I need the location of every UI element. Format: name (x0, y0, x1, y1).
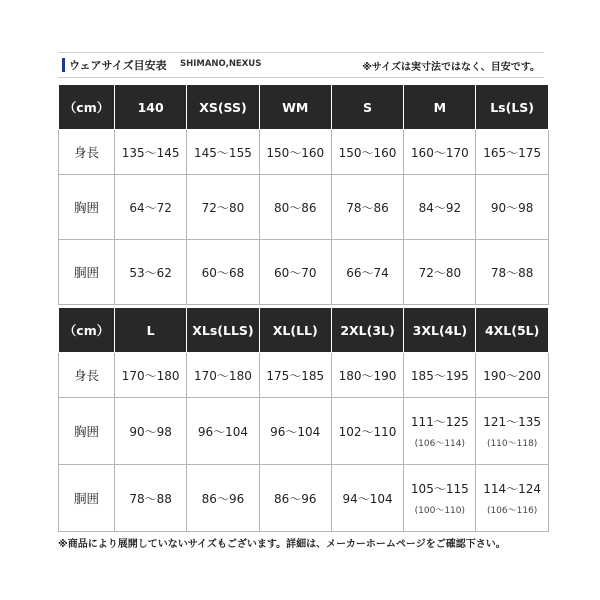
unit-header: （cm） (59, 85, 115, 130)
measure-cell (404, 398, 476, 465)
chart-title: ウェアサイズ目安表 (69, 59, 167, 72)
height-row (59, 130, 549, 175)
measure-value: 96～104 (197, 424, 249, 439)
chest-row (59, 175, 549, 240)
waist-row (59, 240, 549, 305)
size-header: XS(SS) (187, 85, 259, 130)
row-label: 身長 (59, 353, 115, 398)
measure-cell (187, 465, 259, 532)
measure-cell: 64～72 (115, 175, 187, 240)
measure-cell: 80～86 (259, 175, 331, 240)
measure-cell (115, 398, 187, 465)
measure-cell: 135～145 (115, 130, 187, 175)
measure-cell: 145～155 (187, 130, 259, 175)
size-header: M (404, 85, 476, 130)
measure-value: 86～96 (201, 491, 245, 506)
measure-cell (331, 465, 403, 532)
row-label: 胴囲 (59, 465, 115, 532)
unit-header: （cm） (59, 308, 115, 353)
brand-label: SHIMANO,NEXUS (180, 59, 262, 69)
size-header: Ls(LS) (476, 85, 548, 130)
measure-value: 114～124 (483, 482, 542, 496)
row-label: 身長 (59, 130, 115, 175)
size-chart-header (58, 52, 544, 78)
measure-cell (331, 398, 403, 465)
row-label: 胸囲 (59, 398, 115, 465)
measure-cell: 66～74 (331, 240, 403, 305)
measure-value: 90～98 (129, 424, 172, 439)
measure-cell: 160～170 (404, 130, 476, 175)
availability-footnote: ※商品により展開していないサイズもございます。詳細は、メーカーホームページをご確認下さい。 (58, 539, 506, 550)
measure-cell: 84～92 (404, 175, 476, 240)
size-header: 3XL(4L) (404, 308, 476, 353)
measure-cell: 60～70 (259, 240, 331, 305)
size-disclaimer: ※サイズは実寸法ではなく、目安です。 (362, 62, 540, 73)
size-table-1 (58, 84, 549, 305)
row-label: 胸囲 (59, 175, 115, 240)
size-header: XL(LL) (259, 308, 331, 353)
measure-cell: 180～190 (331, 353, 403, 398)
size-header: 2XL(3L) (331, 308, 403, 353)
measure-value: 111～125 (410, 415, 469, 429)
measure-subrange: (106～114) (414, 439, 466, 449)
measure-subrange: (106～116) (486, 506, 538, 516)
size-header-row (59, 308, 549, 353)
size-header: 4XL(5L) (476, 308, 548, 353)
height-row (59, 353, 549, 398)
size-header: S (331, 85, 403, 130)
waist-row (59, 465, 549, 532)
measure-value: 105～115 (410, 482, 469, 496)
size-header-row (59, 85, 549, 130)
measure-cell: 90～98 (476, 175, 548, 240)
measure-value: 102～110 (338, 424, 397, 439)
measure-cell: 150～160 (331, 130, 403, 175)
measure-value: 96～104 (270, 424, 321, 439)
size-header: 140 (115, 85, 187, 130)
measure-value: 121～135 (483, 415, 542, 429)
measure-cell: 78～88 (476, 240, 548, 305)
measure-cell: 78～86 (331, 175, 403, 240)
measure-subrange: (100～110) (414, 506, 466, 516)
measure-cell: 170～180 (187, 353, 259, 398)
measure-cell (259, 398, 331, 465)
measure-value: 86～96 (273, 491, 317, 506)
measure-cell: 190～200 (476, 353, 548, 398)
measure-cell (115, 465, 187, 532)
row-label: 胴囲 (59, 240, 115, 305)
measure-cell: 72～80 (187, 175, 259, 240)
measure-cell: 170～180 (115, 353, 187, 398)
size-header: WM (259, 85, 331, 130)
measure-cell: 53～62 (115, 240, 187, 305)
chest-row (59, 398, 549, 465)
measure-cell: 185～195 (404, 353, 476, 398)
size-header: XLs(LLS) (187, 308, 259, 353)
measure-cell (187, 398, 259, 465)
measure-value: 78～88 (129, 491, 172, 506)
measure-cell: 165～175 (476, 130, 548, 175)
measure-cell: 175～185 (259, 353, 331, 398)
measure-cell (476, 398, 548, 465)
header-accent-bar (62, 58, 65, 72)
measure-cell: 60～68 (187, 240, 259, 305)
measure-cell: 72～80 (404, 240, 476, 305)
measure-cell (259, 465, 331, 532)
measure-cell (404, 465, 476, 532)
size-table-2 (58, 307, 549, 532)
measure-value: 94～104 (342, 491, 393, 506)
measure-subrange: (110～118) (486, 439, 538, 449)
size-header: L (115, 308, 187, 353)
measure-cell (476, 465, 548, 532)
measure-cell: 150～160 (259, 130, 331, 175)
